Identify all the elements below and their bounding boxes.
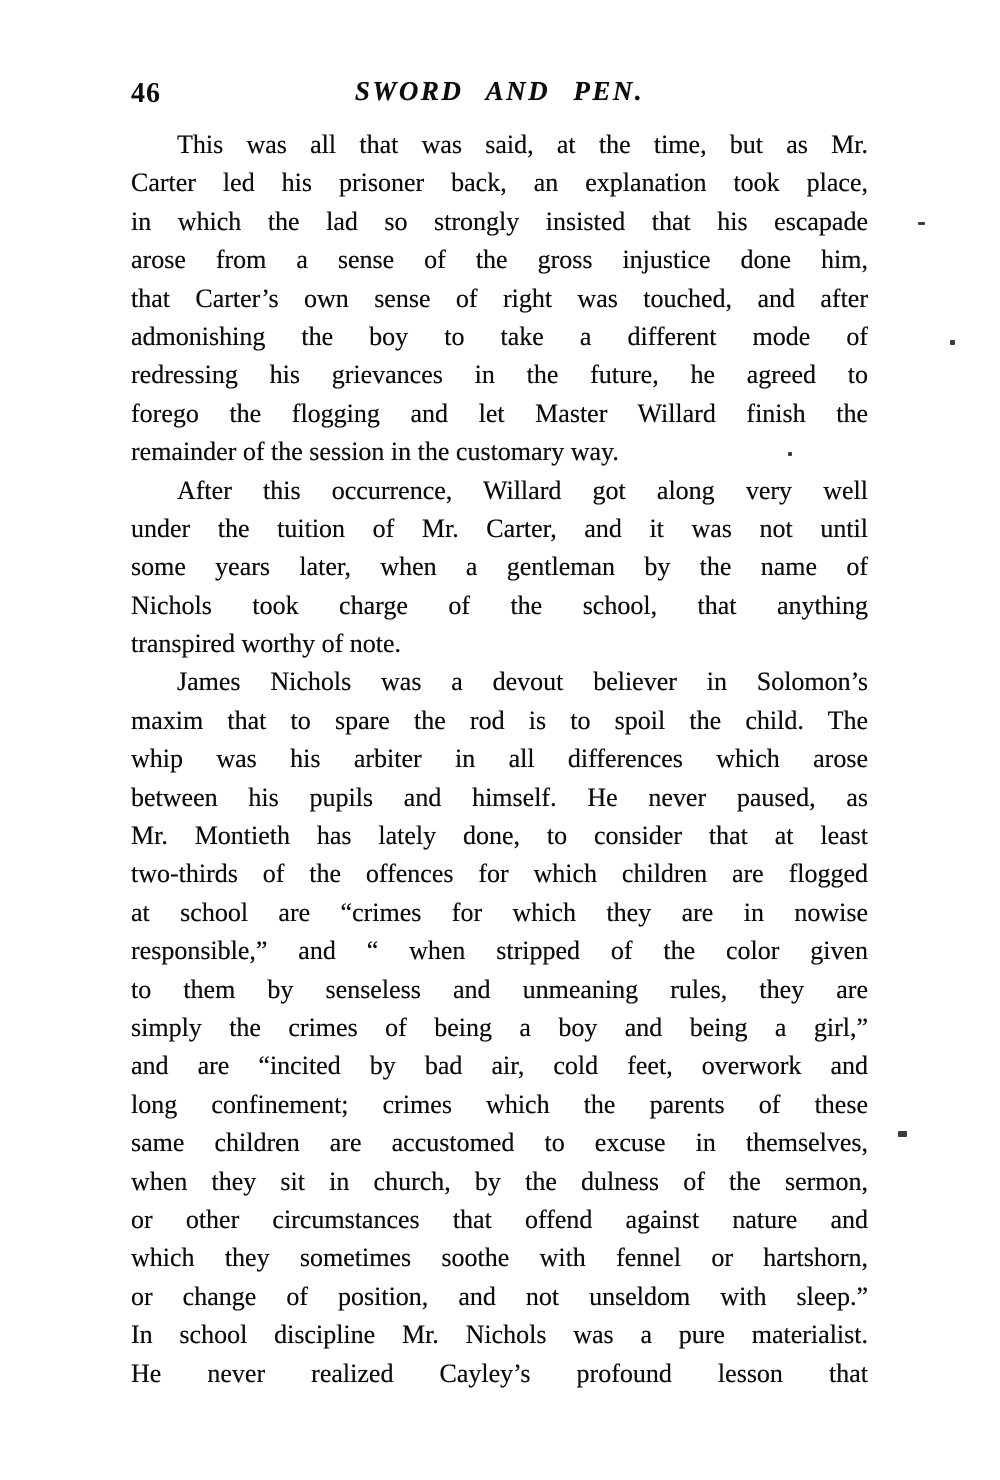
text-line: to them by senseless and unmeaning rules, they are xyxy=(131,974,868,1004)
text-line: simply the crimes of being a boy and being a girl,” xyxy=(131,1012,868,1042)
text-line: Nichols took charge of the school, that anything xyxy=(131,590,868,620)
text-line: remainder of the session in the customary way. xyxy=(131,437,619,467)
paragraph xyxy=(131,663,868,1392)
text-line: some years later, when a gentleman by the name of xyxy=(131,552,868,582)
text-line: and are “incited by bad air, cold feet, overwork and xyxy=(131,1051,868,1081)
text-line: After this occurrence, Willard got along very well xyxy=(177,475,868,505)
body-text xyxy=(131,126,868,1393)
text-line: in which the lad so strongly insisted that his escapade xyxy=(131,206,868,236)
text-line: maxim that to spare the rod is to spoil the child. The xyxy=(131,705,868,735)
text-line: which they sometimes soothe with fennel or hartshorn, xyxy=(131,1243,868,1273)
text-line: Carter led his prisoner back, an explanation took place, xyxy=(131,168,868,198)
text-line: transpired worthy of note. xyxy=(131,629,402,659)
text-line: whip was his arbiter in all differences which arose xyxy=(131,744,868,774)
text-line: Mr. Montieth has lately done, to consider that at least xyxy=(131,821,868,851)
text-line: admonishing the boy to take a different mode of xyxy=(131,321,868,351)
page-number: 46 xyxy=(131,78,161,109)
running-head xyxy=(131,76,868,116)
text-line: between his pupils and himself. He never paused, as xyxy=(131,782,868,812)
text-line: He never realized Cayley’s profound lesson that xyxy=(131,1358,868,1388)
text-line: long confinement; crimes which the parents of these xyxy=(131,1089,868,1119)
text-line: arose from a sense of the gross injustice done him, xyxy=(131,245,868,275)
running-title: SWORD AND PEN. xyxy=(354,76,645,106)
text-line: at school are “crimes for which they are in nowise xyxy=(131,897,868,927)
scan-speck xyxy=(918,222,925,225)
text-line: James Nichols was a devout believer in Solomon’s xyxy=(177,667,868,697)
text-line: or other circumstances that offend against nature and xyxy=(131,1204,868,1234)
text-line: that Carter’s own sense of right was touched, and after xyxy=(131,283,868,313)
text-line: when they sit in church, by the dulness of the sermon, xyxy=(131,1166,868,1196)
text-line: same children are accustomed to excuse in themselves, xyxy=(131,1128,868,1158)
text-line: two-thirds of the offences for which children are flogged xyxy=(131,859,868,889)
text-line: In school discipline Mr. Nichols was a pure materialist. xyxy=(131,1320,868,1350)
text-line: redressing his grievances in the future, he agreed to xyxy=(131,360,868,390)
scan-speck xyxy=(950,340,955,345)
scan-speck xyxy=(788,452,792,456)
paragraph xyxy=(131,126,868,472)
text-line: This was all that was said, at the time, but as Mr. xyxy=(177,130,868,159)
text-line: responsible,” and “ when stripped of the color given xyxy=(131,936,868,966)
text-line: under the tuition of Mr. Carter, and it was not until xyxy=(131,513,868,543)
scan-speck xyxy=(898,1131,907,1137)
text-line: or change of position, and not unseldom with sleep.” xyxy=(131,1281,868,1311)
text-line: forego the flogging and let Master Willard finish the xyxy=(131,398,868,428)
paragraph xyxy=(131,472,868,664)
